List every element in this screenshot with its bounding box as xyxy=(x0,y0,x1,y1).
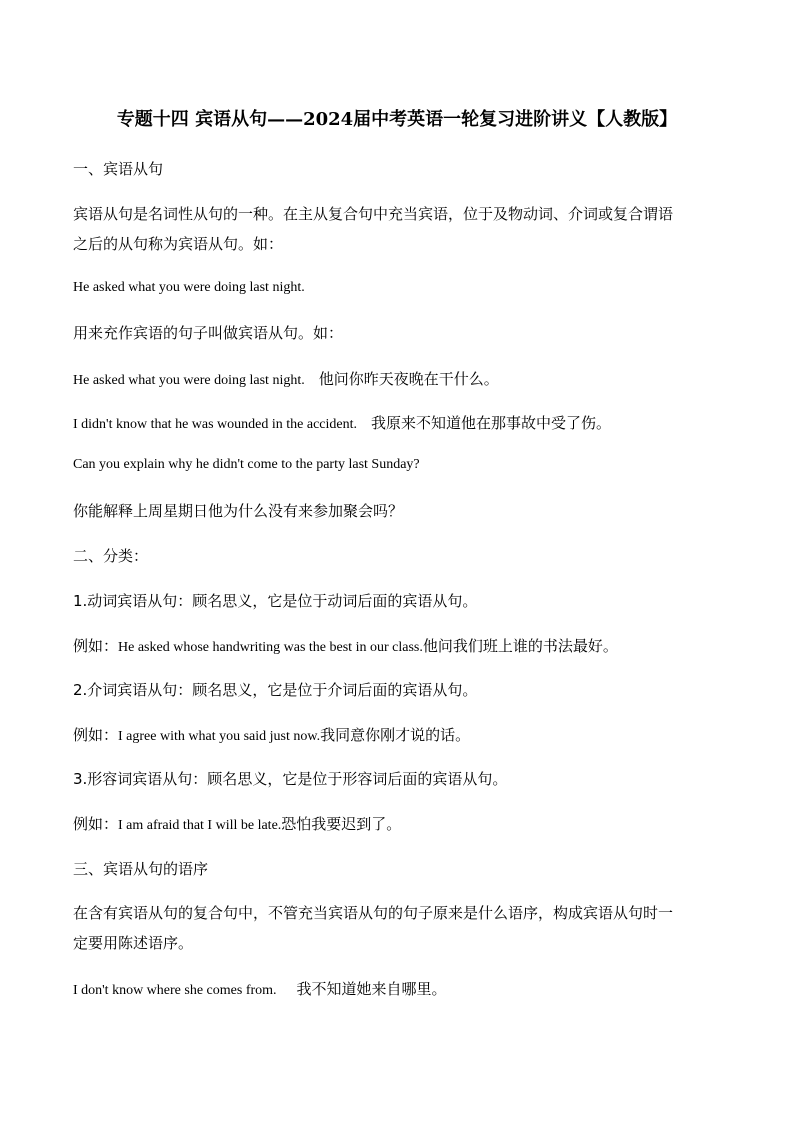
document-title: 专题十四 宾语从句——2024届中考英语一轮复习进阶讲义【人教版】 xyxy=(116,109,678,130)
section3-example-english: I don't know where she comes from. xyxy=(73,983,277,998)
example-3-english: I didn't know that he was wounded in the accident. xyxy=(73,417,358,432)
category-3-example-english: I am afraid that I will be late. xyxy=(118,818,282,833)
example-3-chinese: 我原来不知道他在那事故中受了伤。 xyxy=(371,414,612,432)
section3-example-chinese: 我不知道她来自哪里。 xyxy=(296,980,447,998)
example-prefix: 例如： xyxy=(73,815,119,833)
category-3: 3.形容词宾语从句：顾名思义，它是位于形容词后面的宾语从句。 xyxy=(73,770,508,788)
example-sentence-1: He asked what you were doing last night. xyxy=(73,280,305,295)
example-prefix: 例如： xyxy=(73,637,119,655)
section1-intro-line2: 之后的从句称为宾语从句。如： xyxy=(73,235,284,253)
example-4-chinese: 你能解释上周星期日他为什么没有来参加聚会吗？ xyxy=(73,502,404,520)
example-sentence-3 xyxy=(73,412,734,433)
category-1: 1.动词宾语从句：顾名思义，它是位于动词后面的宾语从句。 xyxy=(73,592,478,610)
category-3-example-chinese: 恐怕我要迟到了。 xyxy=(281,815,402,833)
category-3-example xyxy=(73,813,734,834)
section2-heading: 二、分类： xyxy=(73,547,149,565)
category-2-example xyxy=(73,724,734,745)
example-2-chinese: 他问你昨天夜晚在干什么。 xyxy=(318,370,499,388)
category-2: 2.介词宾语从句：顾名思义，它是位于介词后面的宾语从句。 xyxy=(73,681,478,699)
definition-line: 用来充作宾语的句子叫做宾语从句。如： xyxy=(73,324,344,342)
category-2-example-chinese: 我同意你刚才说的话。 xyxy=(320,726,471,744)
category-1-example xyxy=(73,635,734,656)
example-prefix: 例如： xyxy=(73,726,119,744)
section1-heading: 一、宾语从句 xyxy=(73,160,164,178)
category-2-example-english: I agree with what you said just now. xyxy=(118,729,321,744)
category-1-example-chinese: 他问我们班上谁的书法最好。 xyxy=(422,637,618,655)
example-2-english: He asked what you were doing last night. xyxy=(73,373,305,388)
section3-line2: 定要用陈述语序。 xyxy=(73,934,194,952)
section3-example xyxy=(73,978,734,999)
section3-heading: 三、宾语从句的语序 xyxy=(73,860,209,878)
section1-intro-line1: 宾语从句是名词性从句的一种。在主从复合句中充当宾语，位于及物动词、介词或复合谓语 xyxy=(73,205,674,223)
example-4-english: Can you explain why he didn't come to the party last Sunday? xyxy=(73,457,420,472)
section3-line1: 在含有宾语从句的复合句中，不管充当宾语从句的句子原来是什么语序，构成宾语从句时一 xyxy=(73,904,674,922)
category-1-example-english: He asked whose handwriting was the best in our class. xyxy=(118,640,423,655)
example-sentence-2 xyxy=(73,368,734,389)
